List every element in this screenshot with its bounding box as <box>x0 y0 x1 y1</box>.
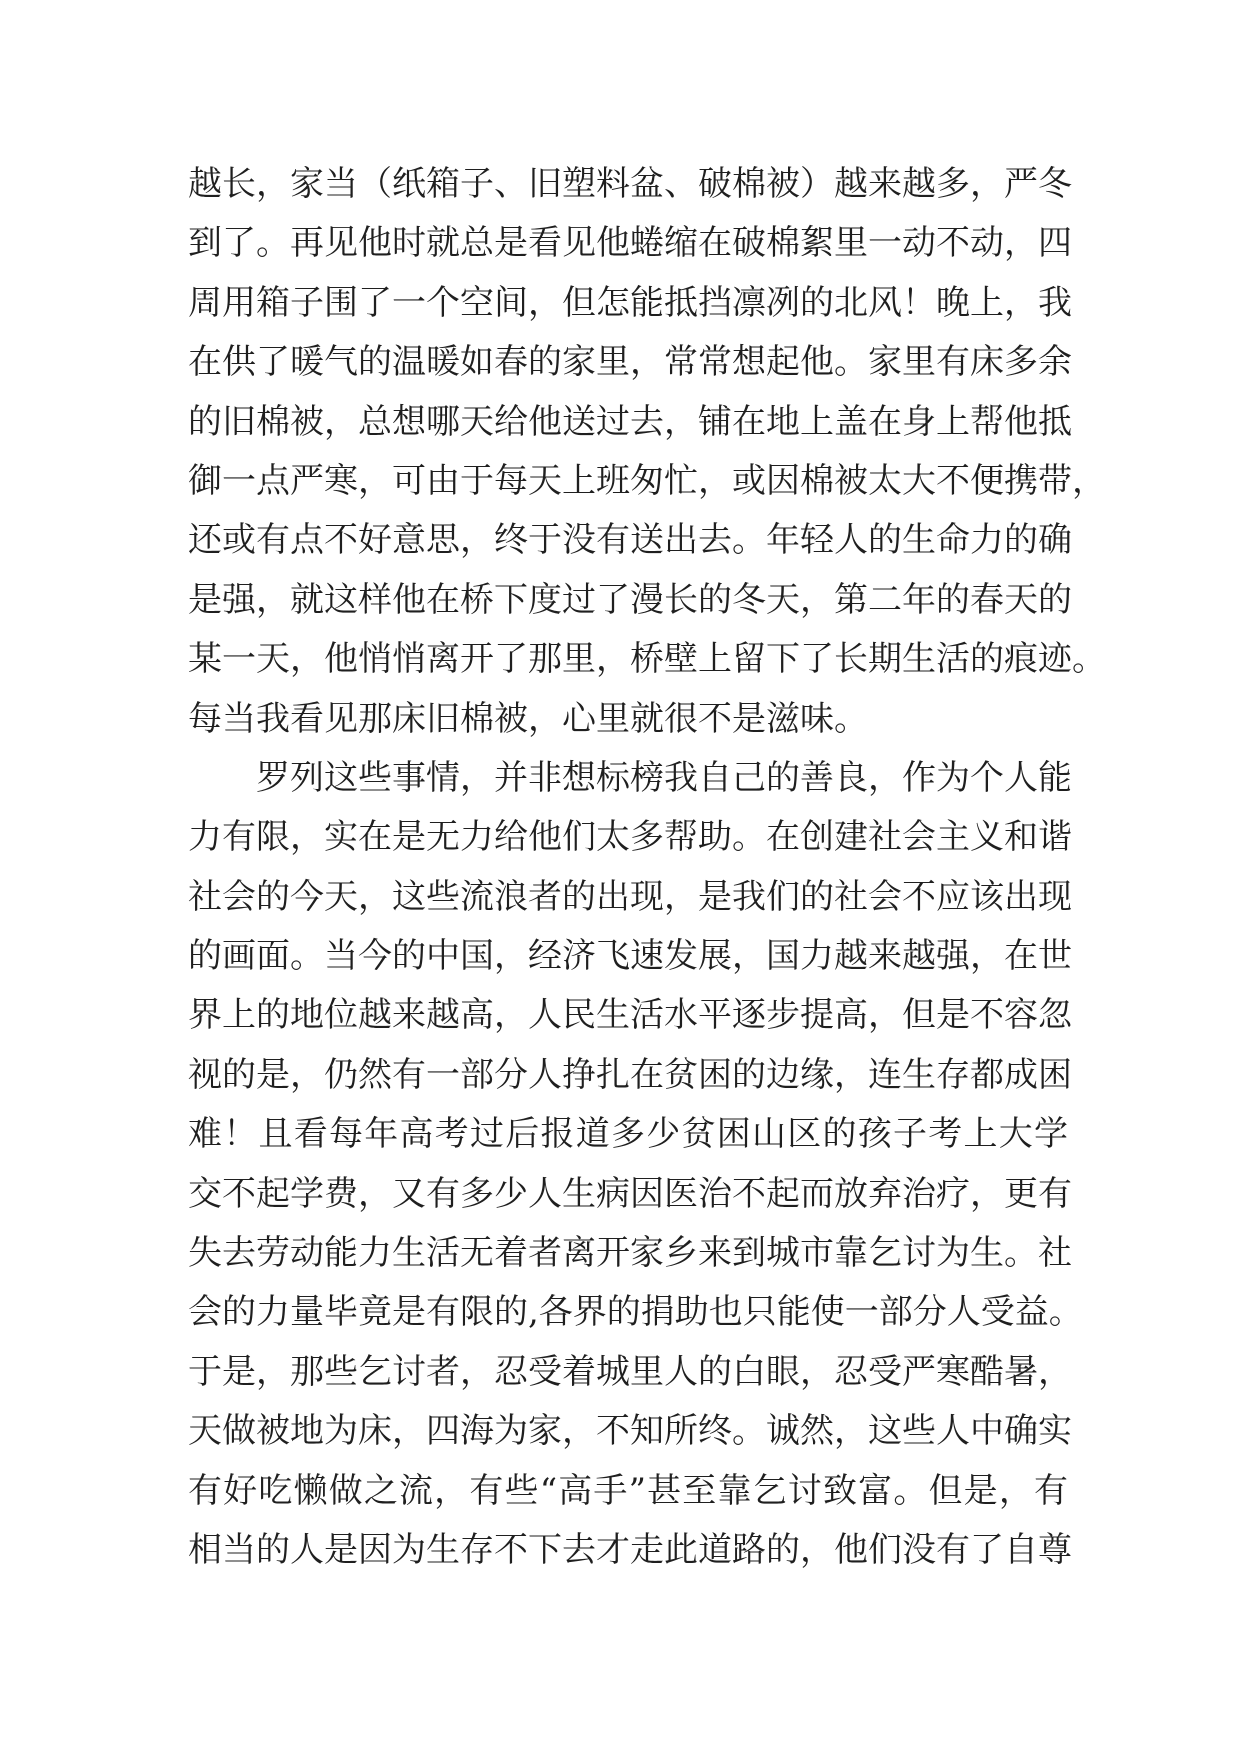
text-line: 的画面。当今的中国，经济飞速发展，国力越来越强，在世 <box>188 936 1072 977</box>
text-line: 还或有点不好意思，终于没有送出去。年轻人的生命力的确 <box>188 520 1072 561</box>
text-line: 御一点严寒，可由于每天上班匆忙，或因棉被太大不便携带， <box>188 460 1106 501</box>
text-line: 社会的今天，这些流浪者的出现，是我们的社会不应该出现 <box>188 876 1072 917</box>
body-text <box>188 155 1106 1580</box>
text-line: 界上的地位越来越高，人民生活水平逐步提高，但是不容忽 <box>188 995 1072 1036</box>
text-line: 是强，就这样他在桥下度过了漫长的冬天，第二年的春天的 <box>188 579 1072 620</box>
text-line: 越长，家当（纸箱子、旧塑料盆、破棉被）越来越多，严冬 <box>188 164 1072 204</box>
text-line: 某一天，他悄悄离开了那里，桥壁上留下了长期生活的痕迹。 <box>188 639 1106 680</box>
text-line: 有好吃懒做之流，有些“高手”甚至靠乞讨致富。但是，有 <box>188 1470 1068 1511</box>
text-line: 交不起学费，又有多少人生病因医治不起而放弃治疗，更有 <box>188 1173 1072 1214</box>
text-line: 到了。再见他时就总是看见他蜷缩在破棉絮里一动不动，四 <box>188 223 1072 264</box>
text-line: 天做被地为床，四海为家，不知所终。诚然，这些人中确实 <box>188 1411 1072 1452</box>
text-line: 视的是，仍然有一部分人挣扎在贫困的边缘，连生存都成困 <box>188 1054 1072 1095</box>
text-line: 相当的人是因为生存不下去才走此道路的，他们没有了自尊 <box>188 1529 1072 1570</box>
text-line: 失去劳动能力生活无着者离开家乡来到城市靠乞讨为生。社 <box>188 1233 1072 1274</box>
text-line: 难！且看每年高考过后报道多少贫困山区的孩子考上大学 <box>188 1114 1068 1155</box>
text-line: 周用箱子围了一个空间，但怎能抵挡凛冽的北风！晚上，我 <box>188 282 1072 323</box>
paragraph-start-line: 罗列这些事情，并非想标榜我自己的善良，作为个人能 <box>256 757 1072 798</box>
text-line: 的旧棉被，总想哪天给他送过去，铺在地上盖在身上帮他抵 <box>188 401 1072 442</box>
paragraph-end-line: 每当我看见那床旧棉被，心里就很不是滋味。 <box>188 698 868 739</box>
text-line: 在供了暖气的温暖如春的家里，常常想起他。家里有床多余 <box>188 342 1072 383</box>
text-line: 于是，那些乞讨者，忍受着城里人的白眼，忍受严寒酷暑， <box>188 1351 1072 1392</box>
text-line: 力有限，实在是无力给他们太多帮助。在创建社会主义和谐 <box>188 817 1072 858</box>
text-line: 会的力量毕竟是有限的,各界的捐助也只能使一部分人受益。 <box>188 1292 1083 1333</box>
